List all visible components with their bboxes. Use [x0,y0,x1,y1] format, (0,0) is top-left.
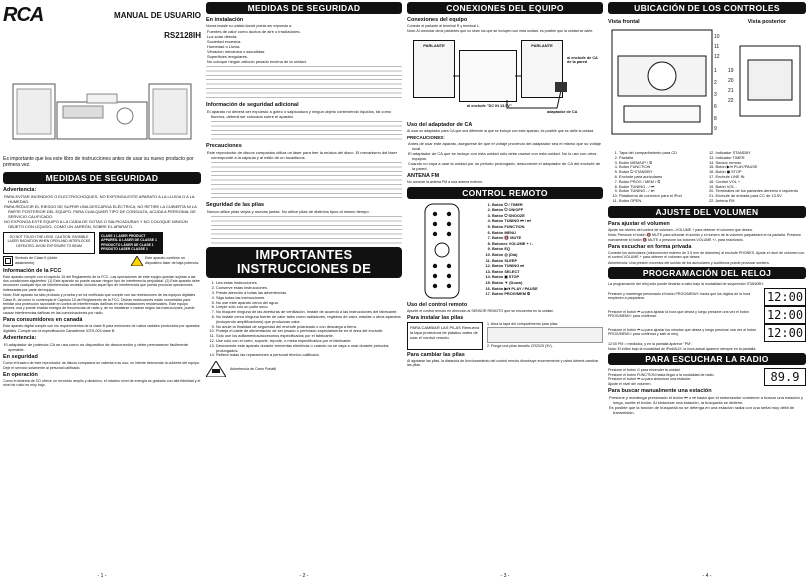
symbols-row [3,256,201,266]
header-conexiones: CONEXIONES DEL EQUIPO [407,2,603,14]
pilas-title: Seguridad de las pilas [206,202,265,209]
svg-text:1: 1 [714,68,717,74]
manual-search-title: Para buscar manualmente una estación [608,388,712,395]
control-title: Uso del control remoto [407,301,468,308]
header-medidas-1: MEDIDAS DE SEGURIDAD [3,172,201,184]
control-item: 22. Antena FM [716,199,807,204]
instalacion-text: Nunca instale su unidad donde pueda ser expuesta a: [206,24,292,28]
canada-title: Para consumidores en canadá [3,317,83,324]
speaker-right-label: PARLANTE [531,42,553,48]
control-item: 13. Indicador TIMER [716,156,807,161]
control-item: 14. Sensor remoto [716,161,807,166]
instalacion-item: Fuentes de calor como ductos de aire o irradiadores. [207,29,301,35]
auriculares-text: Conecte los auriculares (miniconector estéreo de 3.5 mm de diámetro) al enchufe PHONES. Ajuste el nivel de volumen con el control VOLUME + para obtener el volumen que desea. [608,250,805,260]
battery-tray-illustration [487,327,603,343]
laser-labels [3,232,201,254]
remote-button-item: 14. Botón ◼ STOP [492,274,538,280]
svg-text:2: 2 [714,80,717,86]
brand-logo: RCA [3,4,44,26]
control-item: 10. Plataforma de conexión para el iPod [619,194,710,199]
importantes-list [206,281,402,358]
instalacion-item: Vibración mecánica o sacudidas. [207,49,266,55]
advertencia-3: NO EXPONGA ESTE EQUIPO A LA CAÍDA DE GOTAS O SALPICADURAS Y NO COLOQUE NINGÚN OBJETO CON LÍQUIDO, COMO UN JARRÓN, SOBRE EL APARATO. [4,219,188,229]
laser-class-box: CLASE 1 LASER PRODUCT APPAREIL À LASER DE CLASSE 1 PRODUCTO LÁSER DE CLASE 1 PRODUTO LASER CLASSE 1 [99,232,163,254]
importantes-item: 11. Sólo use los aditamentos/accesorios especificados por el fabricante. [216,334,402,339]
cart-warning-icon [206,361,226,377]
reloj-step-2 [608,306,806,324]
model-number: RS2128IH [164,31,201,40]
cambiar-title: Para cambiar las pilas [407,351,465,358]
fcc-note: Nota: Este aparato ha sido probado y prueba y se ha verificado que cumple con las restricciones de los equipos digitales Clase B, tal como lo contempla el Capítulo 15 del Reglamento de la FCC. Dichas restricciones están concebidas para brindar una protección razonable en contra de interferencias dañinas en las instalaciones residenciales. Este equipo genera, usa y puede irradiar energía de frecuencias de radio y, de no instalarse o usarse según las instrucciones, puede causar interferencias dañinas en las comunicaciones por radio. [3,293,196,315]
battery-steps [487,322,603,350]
remote-button-item: 1. Botón ⏻ / TIMER [492,202,538,208]
header-importantes: IMPORTANTES INSTRUCCIONES DE SEGURIDAD [206,247,402,278]
importantes-item: 5. No use este aparato cerca del agua. [216,301,402,306]
adaptador-text: Al usar un adaptador para CA que sea diferente al que se incluye con este aparato, es posible que se dañe la unidad. [407,128,595,133]
advertencia-1: PARA EVITAR INCENDIOS O ELECTROCHOQUES, NO EXPONGA ESTE APARATO A LA LLUVIA O A LA HUMEDAD. [4,194,195,204]
control-item: 12. Indicador STANDBY [716,151,807,156]
class-ii-text: Símbolo de Clase II (doble aislamiento) [15,256,58,265]
antena-title: ANTENA FM [407,173,440,180]
remote-button-item: 15. Botón ▼ (Down) [492,280,538,286]
antena-text: No conecte la antena FM a una antena exterior. [407,180,483,185]
remote-button-item: 17. Botón PROG/MEM ⏲ [492,291,538,297]
wall-outlet-label: al enchufe de CA de la pared [567,55,598,65]
volumen-title: Para ajustar el volumen [608,220,670,227]
battery-step-2: 2. Ponga una pilas tamaño CR2025 (3V). [487,344,553,349]
control-item: 20. Terminales de los parlantes derecho e izquierdo [716,189,807,194]
header-ubicacion: UBICACIÓN DE LOS CONTROLES [608,2,806,14]
volumen-note: Nota: Presione el botón 🔇 MUTE para silenciar el sonido y el número de la volumen parpadeará en la pantalla. Presione nuevamente el botón 🔇 MUTE o presione los botones VOLUME +/- para reactivarlo. [608,233,802,242]
svg-text:10: 10 [714,34,720,40]
precaucion-1: Antes de usar este aparato, asegúrese de que el voltaje provendo del adaptador sea el mismo que su voltaje local. [408,141,602,152]
importantes-item: 8. No instale cerca ninguna fuente de calor tales como radiadores, registros de calor, estufas u otros aparatos (incluyendo amplificadores) que produzcan calor. [216,315,402,325]
conexiones-note: Nota: Al conectar otros parlantes que no sean los que se incluyen con esta unidad, es posible que la unidad se dañe. [407,29,594,34]
lcd-display-3: 12:00 [764,324,806,342]
seguridad-text: Como el trasero de este reproductor de discos compactos se calienta a su uso, no intente desmontar la cubierta del equipo. Deje el servicio solamente al personal calificado. [3,361,200,370]
control-item: 1. Tapa del compartimiento para CD [619,151,710,156]
diagram-wires [407,36,603,120]
instalar-pilas-title: Para instalar las pilas [407,315,464,322]
intro-text: Es importante que lea este libro de instrucciones antes de usar su nuevo producto por primera vez. [3,156,194,168]
adapter-label: adaptador de CA [547,109,578,114]
remote-button-item: 7. Botón 🔇 MUTE [492,235,538,241]
connection-diagram [407,36,603,120]
fcc-title: Información de la FCC [3,267,62,274]
importantes-item: 4. Siga todas las instrucciones. [216,296,402,301]
svg-text:8: 8 [714,116,717,122]
precauciones-lines [211,160,402,200]
info-lines [211,119,402,141]
advertencia-title: Advertencia: [3,187,37,193]
reloj-note-2: Nota: El editor bajo la modalidad de iPod/AUX, la hora actual aparece siempre en la pantalla. [608,347,757,352]
operacion-text: Como el sistema de CD ofrece un recorrido amplio y dinámico, el máximo nivel de energía es grabado con alta fidelidad y el nivel de ruido es muy bajo. [3,378,201,388]
lcd-display-1: 12:00 [764,288,806,306]
radio-step-4: Ajuste el nivel del volumen. [608,381,652,386]
precauciones-title: Precauciones [206,143,242,150]
adv-text: El adaptador de potencia CA se usa como un dispositivo de desconexión y debe permanecer fácilmente operable. [4,342,189,353]
control-item: 15. Botón ▶/⏸ PLAY/PAUSE [716,165,807,170]
header-remoto: CONTROL REMOTO [407,187,603,199]
lcd-display-2: 12:00 [764,306,806,324]
column-4 [608,0,806,581]
fcc-text: Este aparato cumple con el capítulo 15 del Reglamento de la FCC. Las operaciones de este equipo quedan sujetas a las dos condiciones siguientes: (1) Este aparato no puede causar ningún tipo de interferencia perjudicial. (2) Este aparato debe reconocer cualquier tipo de interferencias recibida, incluido aquel tipo de interferencia que pueda provocar operaciones indeseadas por parte del equipo. [3,274,200,292]
laser-symbol-text: Este aparato contiene un dispositivo láser de baja potencia. [145,256,199,265]
remote-button-item: 5. Botón FUNCTION [492,224,538,230]
svg-text:21: 21 [728,88,734,94]
control-item: 3. Botón MEM/UP / ⏲ [619,161,710,166]
rear-view-label: Vista posterior [747,19,786,25]
conexiones-title: Conexiones del equipo [407,17,468,23]
view-labels [608,17,806,26]
remote-section [407,202,603,300]
auriculares-warning: Advertencia: Una presión excesiva del sonido de los auriculares y audífonos puede provocar sordera. [608,260,770,265]
dc-in-label: al enchufe "DC IN 13.5V" [467,103,512,108]
control-item: 21. Enchufe de entrada para CC de 13.5V [716,194,807,199]
carro-text: Advertencia de Carro Portátil [230,366,277,371]
battery-step-1: 1. Abra la tapa del compartimento para pilas. [487,322,559,327]
svg-text:6: 6 [714,104,717,110]
pilas-lines [211,214,402,244]
svg-text:9: 9 [714,126,717,132]
svg-text:20: 20 [728,78,734,84]
header-reloj: PROGRAMACIÓN DEL RELOJ [608,267,806,279]
header-radio: PARA ESCUCHAR LA RADIO [608,353,806,365]
header-volumen: AJUSTE DEL VOLUMEN [608,206,806,218]
manual-search-text: Presione y mantenga presionado el botón ⏮ o ⏭ hasta que el sintonizador comience a buscar una estación y luego, suelte el botón. Al sintonizar una estación, la búsqueda se detiene. [609,395,803,406]
reloj-step-1-text: Presione y mantenga presionado el botón PROG/MEM/⏲ hasta que los dígitos de la hora empiecen a parpadear. [608,291,751,301]
instalacion-item: Humedad o Lluvia. [207,44,241,50]
manual-title: MANUAL DE USUARIO [114,11,201,20]
control-item: 8. Botón TUNING - / ⏮ [619,185,710,190]
remote-button-item: 3. Botón ⏻ SNOOZE [492,213,538,219]
reloj-note: 12:00 PM = mediodía, y en la pantalla aparece "PM". [608,341,693,346]
title-block [3,4,201,27]
instalacion-title: En instalación [206,17,244,23]
page-number-2: - 2 - [299,573,309,579]
radio-step-3: Presione el botón ⏮ ⏭ para sintonizar una estación. [608,377,692,382]
control-item: 16. Botón ◼ STOP [716,170,807,175]
remote-button-item: 13. Botón SELECT [492,269,538,275]
reloj-step-2-text: Presione el botón ⏮ ⏭ para ajustar la hora que desea y luego presione una vez el botón PROG/MEM/⏲ para confirmar. [608,309,749,319]
importantes-item: 6. Limpie sólo con un paño seco. [216,305,402,310]
importantes-item: 2. Conserve estas instrucciones. [216,286,402,291]
remote-button-item: 2. Botón ⏻ ON/OFF [492,207,538,213]
control-item: 5. Botón ⏻ STANDBY [619,170,710,175]
auriculares-title: Para escuchar en forma privada [608,243,692,250]
instalacion-item: Luz solar directa. [207,34,238,40]
cambiar-text: Al agotarse las pilas, la distancia de funcionamiento del control remoto disminuye enormemente y usted deberá cambiar las pilas. [407,358,599,368]
remote-button-item: 9. Botón EQ [492,246,538,252]
product-illustration [3,44,201,154]
precauciones-text: Este reproductor de discos compactos utiliza un láser para leer la música del disco. El mecanismo del láser corresponde a la cápsula y al estilo de un tocadiscos. [207,150,398,161]
page-number-3: - 3 - [500,573,510,579]
control-item: 11. Botón OPEN [619,199,710,204]
instalacion-item: Suciedad excesiva. [207,39,242,45]
importantes-item: 7. No bloquee ninguna de las aberturas de ventilación. Instale de acuerdo a las instrucciones del fabricante. [216,310,402,315]
reloj-step-3-text: Presione el botón ⏮ ⏭ para ajustar los minutos que desea y luego presione una vez el botón PROG/MEM/⏲ para confirmar y salir al reloj. [608,327,757,337]
svg-text:11: 11 [714,44,720,50]
laser-symbol [131,256,201,266]
remote-button-list [481,202,538,300]
remote-button-item: 11. Botón SLEEP [492,258,538,264]
controls-list [608,151,806,204]
control-item: 7. Botón PROG / MEM / ⏲ [619,180,710,185]
carro-warning [206,361,402,377]
remote-button-item: 16. Botón ▶/⏸ PLAY / PAUSE [492,286,538,292]
importantes-item: 12. Use sólo con el carro, soporte, trípode, o mesa especificados por el fabricante. [216,339,402,344]
battery-box: PARA CAMBIAR LAS PILAS Remueva la tapa protectora de plástico antes de usar el control remoto. [407,322,483,350]
precaucion-2: El adaptador de CA que se incluye con esta unidad sólo debe usarse con esta unidad. No lo use con otros equipos. [408,151,597,162]
remote-button-item: 10. Botón ◎ (Día) [492,252,538,258]
operacion-title: En operación [3,371,38,378]
control-item: 6. Enchufe para auriculares [619,175,710,180]
importantes-item: 1. Lea estas instrucciones. [216,281,402,286]
column-2 [206,0,402,581]
laser-warning-box: DO NOT TOUCH THE LENS. CAUTION: INVISIBLE LASER RADIATION WHEN OPEN AND INTERLOCKS DEFEATED. AVOID EXPOSURE TO BEAM [3,232,95,254]
column-3 [407,0,603,581]
adv-title: Advertencia: [3,335,37,342]
info-title: Información de seguridad adicional [206,102,299,109]
radio-step-2: Presione el botón FUNCTION hasta llegar a la modalidad de radio. [608,372,715,377]
double-square-icon [3,256,13,266]
reloj-step-3 [608,324,806,342]
precauciones3-title: PRECAUCIONES: [407,135,445,141]
canada-text: Este aparato digital cumple con los requerimientos de la clase B para emisiones de ruidos radiales producidos por aparatos digitales. Cumple con la especificación Canadiense ICES-003 clase B. [3,324,200,333]
unit-views-illustration [608,26,806,144]
importantes-item: 13. Desconecte este aparato durante tormentas eléctricas o cuando no se vaya a usar durante periodos prolongados. [216,344,402,354]
remote-button-item: 4. Botón TUNING ⏮ / ⏭ [492,218,538,224]
page-number-1: - 1 - [97,573,107,579]
filler-text [206,64,402,100]
advertencia-2: PARA REDUCIR EL RIESGO DE SUFRIR UNA DESCARGA ELÉCTRICA, NO RETIRE LA CUBIERTA NI LA PARTE POSTERIOR DEL EQUIPO. PARA CUALQUIER TIPO DE CONSULTA, ACUDA A PERSONAL DE SERVICIO CALIFICADO. [4,204,197,219]
remote-button-item: 8. Botones VOLUME + / - [492,241,538,247]
volumen-text: Ajuste los niveles del control de volumen –VOLUME + para obtener el volumen que desea. [608,227,753,232]
control-item: 2. Pantalla [619,156,710,161]
info-text: El aparato no deberá ser expuesto a goteo o salpicadura y ningún objeto conteniendo líquidos, tal como floreros, deberá ser colocado sobre el aparato. [207,109,392,120]
control-item: 18. Control VOL + [716,180,807,185]
adaptador-title: Uso del adaptador de CA [407,121,473,128]
control-text: Apunte el control remoto en dirección al SENSOR REMOTO que se encuentra en la unidad. [407,308,554,313]
precaucion-3: Cuando no vaya a usar la unidad por un periodo prolongado, desconecte el adaptador de CA del enchufe de la pared. [408,161,601,172]
seguridad-title: En seguridad [3,354,38,361]
battery-install [407,322,603,350]
header-medidas-2: MEDIDAS DE SEGURIDAD [206,2,402,14]
manual-search-text-2: Es posible que la función de búsqueda no se detenga en una estación radial con una señal muy débil de transmisión. [609,405,795,416]
instalacion-item: Superficies irregulares. [207,54,248,60]
svg-text:19: 19 [728,68,734,74]
control-item: 19. Botón VOL - [716,185,807,190]
svg-text:3: 3 [714,92,717,98]
lcd-display-radio: 89.9 [764,368,806,386]
speaker-left-label: PARLANTE [423,42,445,48]
importantes-item: 3. Preste atención a todas las advertencias. [216,291,402,296]
control-item: 4. Botón FUNCTION [619,165,710,170]
importantes-item: 14. Refiera todas las reparaciones a personal técnico calificado. [216,353,402,358]
radio-steps [608,368,806,386]
svg-text:12: 12 [714,54,720,60]
remote-control-illustration [407,202,477,300]
front-view-label: Vista frontal [608,19,640,25]
pilas-text: Nunca utilice pilas viejas y nuevas juntas. No utilice pilas de distintos tipos al mismo tiempo. [207,209,370,215]
column-1 [3,0,201,581]
importantes-item: 10. Proteja el cable de alimentación de ser pisado o perforado especialmente en el área del enchufe. [216,329,402,334]
svg-text:22: 22 [728,98,734,104]
instalacion-item: No coloque ningún artículo pesado encima de la unidad. [207,59,307,65]
laser-warning-icon [131,256,143,266]
radio-step-1: Presione el botón ⏻ para encender la unidad. [608,368,681,373]
remote-button-item: 6. Botón MENU [492,230,538,236]
conexiones-text: Conecte el parlante al terminal R y terminal L. [407,24,480,28]
remote-button-item: 12. Botón TUNING ⏭ [492,263,538,269]
radio-steps-text [608,368,761,386]
page-number-4: - 4 - [702,573,712,579]
importantes-item: 9. No anule la finalidad de seguridad del enchufe polarizado o con descarga a tierra. [216,325,402,330]
reloj-intro: La programación del reloj sólo puede llevarse a cabo bajo la modalidad de suspensión STANDBY. [608,282,764,287]
reloj-step-1 [608,288,806,306]
control-item: 17. Enchufe LINE IN [716,175,807,180]
control-item: 9. Botón TUNING - / ⏭ [619,189,710,194]
class-ii-symbol [3,256,75,266]
